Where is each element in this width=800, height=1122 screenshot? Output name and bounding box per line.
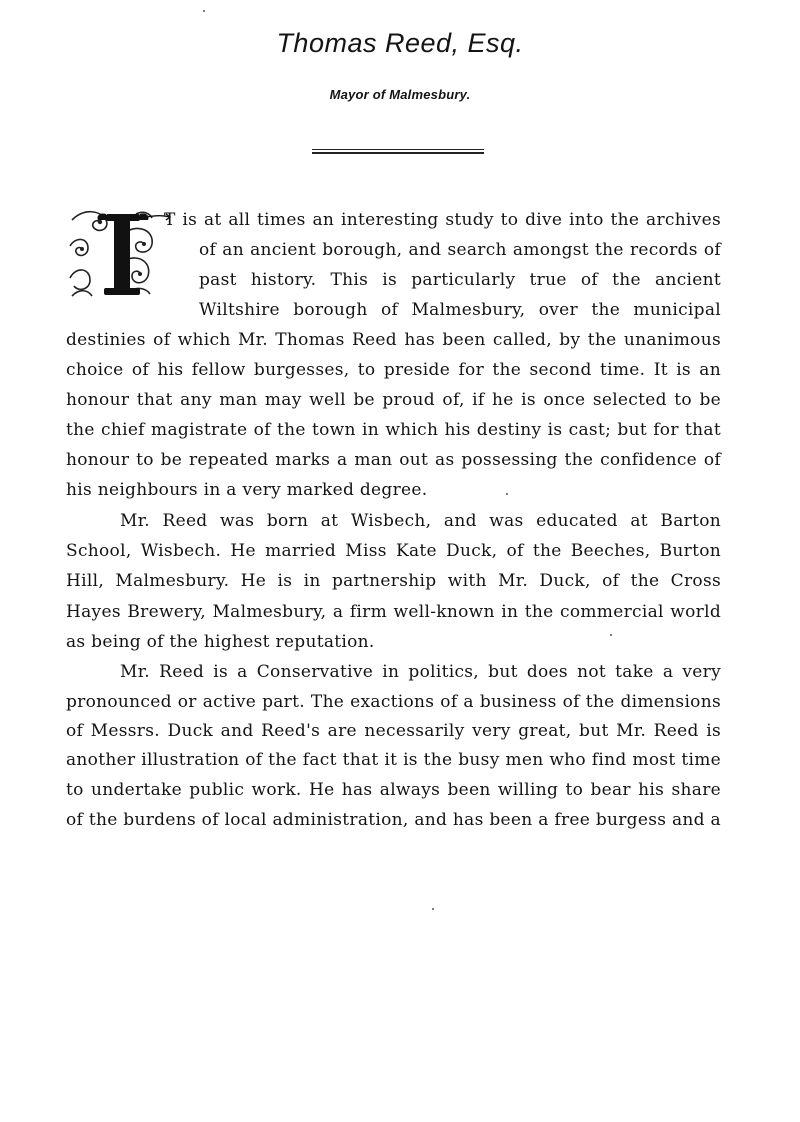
paragraph-1-line: past history. This is particularly true of the ancient — [199, 270, 721, 290]
paragraph-1-line: honour to be repeated marks a man out as possessing the confidence of — [66, 450, 721, 470]
divider-line-thin — [312, 149, 484, 150]
page-subtitle: Mayor of Malmesbury. — [329, 87, 471, 102]
paragraph-2-line: Mr. Reed was born at Wisbech, and was educated at Barton — [120, 511, 721, 531]
scroll-base-left — [72, 291, 92, 296]
title-divider — [312, 149, 484, 154]
paragraph-1-line: choice of his fellow burgesses, to preside for the second time. It is an — [66, 360, 721, 380]
paragraph-1-line: destinies of which Mr. Thomas Reed has been called, by the unanimous — [66, 330, 721, 350]
paragraph-3-line: of Messrs. Duck and Reed's are necessarily very great, but Mr. Reed is — [66, 721, 721, 741]
paragraph-1-line: honour that any man may well be proud of, if he is once selected to be — [66, 390, 721, 410]
paragraph-2-line: Hill, Malmesbury. He is in partnership with Mr. Duck, of the Cross — [66, 571, 721, 591]
paragraph-2-line: as being of the highest reputation. — [66, 632, 375, 652]
drop-cap-ornament — [66, 206, 172, 302]
page-title: Thomas Reed, Esq. — [276, 28, 524, 58]
paragraph-1-line: T is at all times an interesting study to dive into the archives — [164, 210, 721, 230]
paragraph-2-line: School, Wisbech. He married Miss Kate Duck, of the Beeches, Burton — [66, 541, 721, 561]
scan-speck — [203, 10, 205, 12]
paragraph-3-line: to undertake public work. He has always been willing to bear his share — [66, 780, 721, 800]
paragraph-2-line: Hayes Brewery, Malmesbury, a firm well-known in the commercial world — [66, 602, 721, 622]
drop-cap-letter — [172, 206, 173, 207]
paragraph-1-line: the chief magistrate of the town in which his destiny is cast; but for that — [66, 420, 721, 440]
paragraph-3-line: of the burdens of local administration, and has been a free burgess and a — [66, 810, 721, 830]
paragraph-1-line: of an ancient borough, and search amongst the records of — [199, 240, 721, 260]
scroll-low-left — [70, 270, 90, 289]
paragraph-1-line: his neighbours in a very marked degree. — [66, 480, 428, 500]
paragraph-3-line: pronounced or active part. The exactions of a business of the dimensions — [66, 692, 721, 712]
drop-cap-illustration — [66, 206, 172, 302]
divider-line-thick — [312, 152, 484, 154]
paragraph-3-line: another illustration of the fact that it is the busy men who find most time — [66, 750, 721, 770]
scan-speck — [506, 493, 508, 495]
paragraph-3-line: Mr. Reed is a Conservative in politics, but does not take a very — [120, 662, 721, 682]
scan-speck — [432, 908, 434, 910]
scroll-mid-left — [70, 239, 88, 255]
scan-speck — [610, 634, 612, 636]
paragraph-1-line: Wiltshire borough of Malmesbury, over the municipal — [199, 300, 721, 320]
